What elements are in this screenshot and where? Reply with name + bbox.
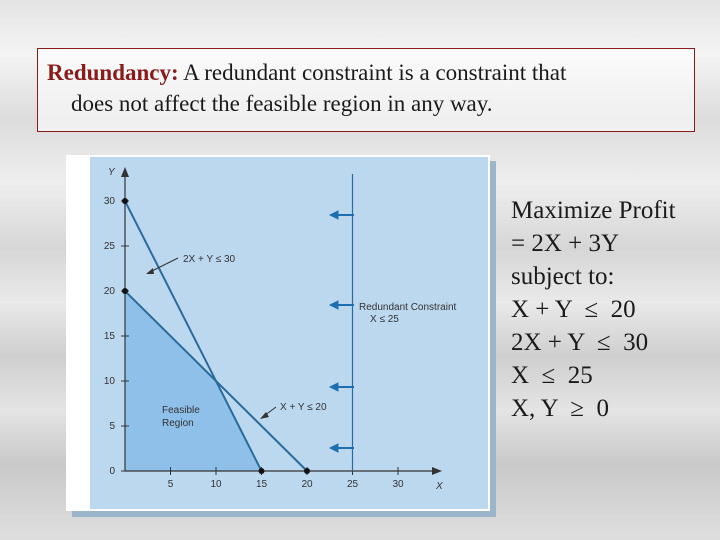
objective-function: = 2X + 3Y bbox=[511, 230, 620, 257]
lp-model bbox=[511, 194, 676, 425]
definition-text-line2: does not affect the feasible region in any way. bbox=[71, 91, 493, 116]
constraint-3: X ≤ 25 bbox=[511, 362, 593, 389]
y-tick-label: 15 bbox=[103, 331, 115, 342]
y-axis-label: Y bbox=[108, 167, 115, 178]
corner-point bbox=[122, 288, 128, 294]
x-tick-label: 5 bbox=[167, 479, 174, 490]
lp-graph bbox=[66, 155, 496, 517]
annotation-x-plus-y: X + Y ≤ 20 bbox=[280, 402, 327, 413]
y-tick-label: 5 bbox=[109, 421, 115, 432]
annotation-redundant-sub: X ≤ 25 bbox=[370, 314, 399, 325]
x-tick-label: 30 bbox=[392, 479, 404, 490]
x-tick-label: 15 bbox=[255, 479, 268, 490]
y-tick-label: 20 bbox=[103, 286, 115, 297]
definition-text-line1: A redundant constraint is a constraint that bbox=[178, 60, 567, 85]
x-tick-label: 25 bbox=[346, 479, 359, 490]
x-tick-label: 20 bbox=[301, 479, 313, 490]
y-tick-label: 10 bbox=[103, 376, 115, 387]
definition-box bbox=[37, 48, 695, 132]
annotation-redundant: Redundant Constraint bbox=[359, 302, 457, 313]
lp-graph-figure bbox=[66, 155, 496, 517]
corner-point bbox=[122, 198, 128, 204]
objective-line: Maximize Profit bbox=[511, 197, 676, 224]
y-tick-label: 25 bbox=[103, 241, 115, 252]
definition-term: Redundancy: bbox=[47, 60, 179, 85]
constraint-1: X + Y ≤ 20 bbox=[511, 296, 636, 323]
constraint-2: 2X + Y ≤ 30 bbox=[511, 329, 649, 356]
corner-point bbox=[304, 468, 310, 474]
feasible-label-2: Region bbox=[162, 418, 194, 429]
corner-point bbox=[259, 468, 265, 474]
x-tick-label: 10 bbox=[210, 479, 222, 490]
y-tick-label: 0 bbox=[109, 466, 115, 477]
annotation-2x-plus-y: 2X + Y ≤ 30 bbox=[183, 254, 236, 265]
y-tick-label: 30 bbox=[103, 196, 115, 207]
subject-to-label: subject to: bbox=[511, 263, 615, 290]
feasible-label-1: Feasible bbox=[162, 405, 200, 416]
nonnegativity: X, Y ≥ 0 bbox=[511, 395, 609, 422]
x-axis-label: X bbox=[436, 481, 443, 492]
